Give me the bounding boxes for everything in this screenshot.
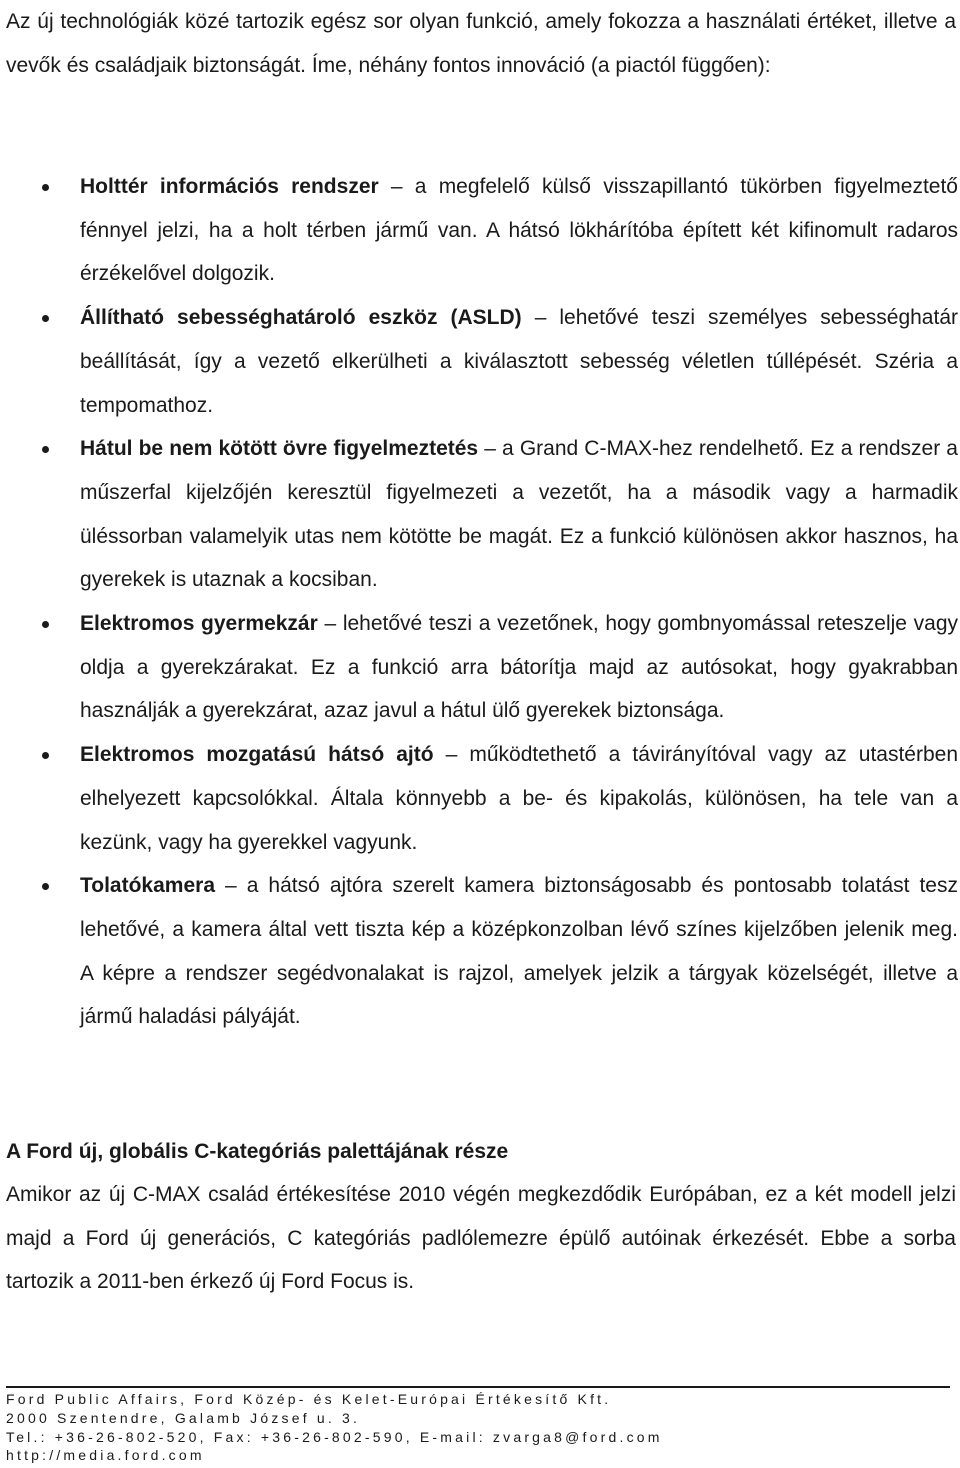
list-item (0, 427, 958, 602)
feature-title: Tolatókamera (80, 874, 215, 898)
footer-divider (6, 1386, 950, 1388)
list-item (0, 864, 958, 1039)
footer-company: Ford Public Affairs, Ford Közép- és Kelet-Európai Értékesítő Kft. (6, 1391, 612, 1407)
footer-website-link[interactable]: http://media.ford.com (6, 1447, 205, 1464)
feature-text: működtethető a távirányítóval vagy az utastérben elhelyezett kapcsolókkal. Általa könnyebb a be- és kipakolás, különösen, ha tele van a kezünk, vagy ha gyerekkel vagyunk. (80, 743, 959, 854)
dash: – (534, 306, 560, 330)
list-item (0, 733, 958, 864)
bullet-icon (42, 621, 49, 628)
bullet-icon (42, 446, 49, 453)
bullet-icon (42, 315, 49, 322)
bullet-icon (42, 184, 49, 191)
feature-title: Állítható sebességhatároló eszköz (ASLD) (80, 306, 522, 330)
feature-text: lehetővé teszi a vezetőnek, hogy gombnyomással reteszelje vagy oldja a gyerekzárakat. Ez a funkció arra bátorítja majd az autósokat, hogy gyakrabban használják a gyerekzárat, azaz javul a hátul ülő gyerekek biztonsága. (80, 612, 959, 723)
feature-title: Hátul be nem kötött övre figyelmeztetés (80, 437, 479, 461)
feature-text: a megfelelő külső visszapillantó tükörben figyelmeztető fénnyel jelzi, ha a holt térben jármű van. A hátsó lökhárítóba épített két kifinomult radaros érzékelővel dolgozik. (80, 175, 958, 286)
footer-contact: Tel.: +36-26-802-520, Fax: +36-26-802-590, E-mail: zvarga8@ford.com (6, 1428, 663, 1445)
feature-text: a hátsó ajtóra szerelt kamera biztonságosabb és pontosabb tolatást tesz lehetővé, a kamera által vett tiszta kép a középkonzolban lévő színes kijelzőben jelenik meg. A képre a rendszer segédvonalakat is rajzol, amelyek jelzik a tárgyak közelségét, illetve a jármű haladási pályáját. (80, 874, 958, 1029)
dash: – (225, 874, 247, 898)
feature-text: lehetővé teszi személyes sebességhatár beállítását, így a vezető elkerülheti a kiválasztott sebesség véletlen túllépését. Széria a tempomathoz. (80, 306, 958, 417)
feature-text: a Grand C-MAX-hez rendelhető. Ez a rendszer a műszerfal kijelzőjén keresztül figyelmezeti a vezetőt, ha a második vagy a harmadik üléssorban valamelyik utas nem kötötte be magát. Ez a funkció különösen akkor hasznos, ha gyerekek is utaznak a kocsiban. (80, 437, 958, 592)
feature-title: Elektromos gyermekzár (80, 612, 318, 636)
feature-list (0, 165, 958, 1039)
list-item (0, 165, 958, 296)
dash: – (445, 743, 470, 767)
feature-title: Elektromos mozgatású hátsó ajtó (80, 743, 434, 767)
dash: – (390, 175, 415, 198)
footer (6, 1390, 956, 1465)
list-item (0, 296, 958, 427)
feature-title: Holttér információs rendszer (80, 175, 379, 198)
footer-address: 2000 Szentendre, Galamb József u. 3. (6, 1409, 361, 1426)
section-paragraph: Amikor az új C-MAX család értékesítése 2010 végén megkezdődik Európában, ez a két modell jelzi majd a Ford új generációs, C kategóriás padlólemezre épülő autóinak érkezését. Ebbe a sorba tartozik a 2011-ben érkező új Ford Focus is. (6, 1183, 956, 1293)
dash: – (484, 437, 503, 461)
section-heading: A Ford új, globális C-kategóriás palettájának része (6, 1140, 509, 1163)
bullet-icon (42, 752, 49, 759)
intro-paragraph: Az új technológiák közé tartozik egész sor olyan funkció, amely fokozza a használati értéket, illetve a vevők és családjaik biztonságát. Íme, néhány fontos innováció (a piactól függően): (6, 10, 956, 77)
list-item (0, 602, 958, 733)
bullet-icon (42, 883, 49, 890)
dash: – (324, 612, 343, 636)
